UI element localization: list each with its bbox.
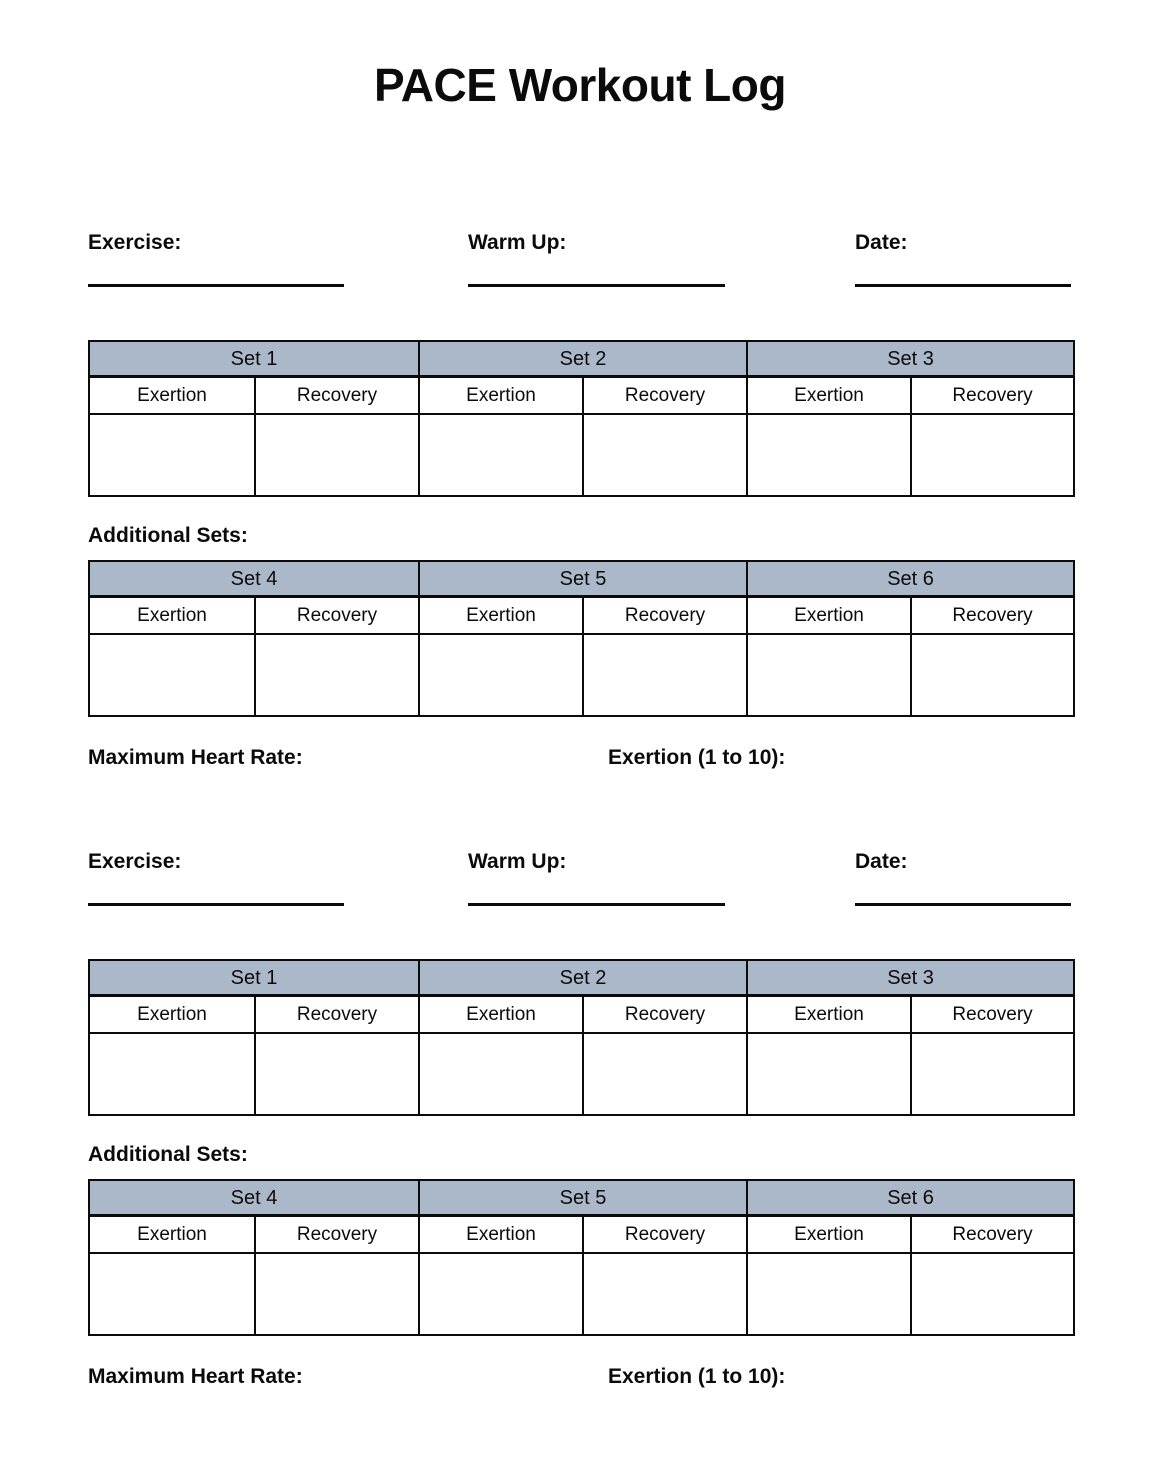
entry-cell[interactable] — [419, 634, 583, 716]
entry-cell[interactable] — [583, 1253, 747, 1335]
entry-cell[interactable] — [583, 1033, 747, 1115]
set-band-cell: Set 1 — [89, 341, 419, 377]
date-field[interactable] — [855, 232, 908, 253]
entry-cell[interactable] — [583, 634, 747, 716]
entry-cell[interactable] — [255, 1253, 419, 1335]
date-label: Date: — [855, 850, 908, 873]
entry-cell[interactable] — [911, 1253, 1074, 1335]
workout-log-block-2 — [0, 851, 1160, 1406]
set-band-cell: Set 4 — [89, 561, 419, 597]
entry-cell[interactable] — [419, 1033, 583, 1115]
field-row — [0, 851, 1160, 933]
set-band-cell: Set 5 — [419, 1180, 747, 1216]
set-band-row — [89, 1180, 1074, 1216]
date-write-line[interactable] — [855, 284, 1071, 287]
column-header-row — [89, 996, 1074, 1034]
column-header: Exertion — [419, 597, 583, 635]
entry-cell[interactable] — [419, 1253, 583, 1335]
entry-cell[interactable] — [255, 414, 419, 496]
page-title: PACE Workout Log — [374, 59, 786, 111]
entry-cell[interactable] — [89, 414, 255, 496]
set-band-cell: Set 1 — [89, 960, 419, 996]
date-label: Date: — [855, 231, 908, 254]
metrics-row — [0, 1366, 1160, 1406]
column-header-row — [89, 597, 1074, 635]
maximum-heart-rate-label: Maximum Heart Rate: — [88, 1365, 303, 1388]
column-header: Exertion — [747, 996, 911, 1034]
entry-cell[interactable] — [911, 1033, 1074, 1115]
entry-cell[interactable] — [911, 414, 1074, 496]
entry-cell[interactable] — [89, 634, 255, 716]
column-header: Exertion — [747, 1216, 911, 1254]
entry-cell[interactable] — [911, 634, 1074, 716]
column-header: Exertion — [89, 1216, 255, 1254]
exertion-scale-label: Exertion (1 to 10): — [608, 1365, 786, 1388]
column-header: Recovery — [583, 377, 747, 415]
column-header-row — [89, 377, 1074, 415]
date-write-line[interactable] — [855, 903, 1071, 906]
entry-cell[interactable] — [583, 414, 747, 496]
entry-cell[interactable] — [255, 1033, 419, 1115]
set-band-cell: Set 6 — [747, 561, 1074, 597]
column-header: Recovery — [255, 996, 419, 1034]
exertion-scale-field[interactable] — [608, 747, 785, 768]
primary-sets-table — [88, 959, 1075, 1116]
entry-cell[interactable] — [255, 634, 419, 716]
additional-sets-caption: Additional Sets: — [88, 1143, 248, 1166]
column-header: Exertion — [419, 996, 583, 1034]
column-header: Recovery — [583, 597, 747, 635]
column-header: Exertion — [419, 377, 583, 415]
warm-up-label: Warm Up: — [468, 850, 567, 873]
exercise-field[interactable] — [88, 232, 181, 253]
exercise-label: Exercise: — [88, 231, 182, 254]
additional-sets-caption: Additional Sets: — [88, 524, 248, 547]
additional-sets-table — [88, 1179, 1075, 1336]
entry-cell[interactable] — [747, 414, 911, 496]
set-band-cell: Set 4 — [89, 1180, 419, 1216]
set-band-cell: Set 5 — [419, 561, 747, 597]
exercise-write-line[interactable] — [88, 284, 344, 287]
warm-up-field[interactable] — [468, 232, 566, 253]
maximum-heart-rate-field[interactable] — [88, 747, 303, 768]
warm-up-write-line[interactable] — [468, 284, 725, 287]
column-header: Recovery — [911, 1216, 1074, 1254]
workout-log-block-1 — [0, 232, 1160, 787]
table-row — [89, 414, 1074, 496]
entry-cell[interactable] — [747, 1033, 911, 1115]
column-header: Exertion — [89, 996, 255, 1034]
date-field[interactable] — [855, 851, 908, 872]
maximum-heart-rate-label: Maximum Heart Rate: — [88, 746, 303, 769]
additional-sets-table — [88, 560, 1075, 717]
warm-up-write-line[interactable] — [468, 903, 725, 906]
set-band-row — [89, 561, 1074, 597]
set-band-cell: Set 6 — [747, 1180, 1074, 1216]
exercise-label: Exercise: — [88, 850, 182, 873]
column-header: Exertion — [747, 597, 911, 635]
column-header: Recovery — [255, 597, 419, 635]
column-header: Recovery — [255, 1216, 419, 1254]
column-header: Recovery — [911, 597, 1074, 635]
set-band-cell: Set 3 — [747, 960, 1074, 996]
metrics-row — [0, 747, 1160, 787]
primary-sets-table — [88, 340, 1075, 497]
entry-cell[interactable] — [419, 414, 583, 496]
exercise-write-line[interactable] — [88, 903, 344, 906]
exercise-field[interactable] — [88, 851, 181, 872]
warm-up-label: Warm Up: — [468, 231, 567, 254]
warm-up-field[interactable] — [468, 851, 566, 872]
set-band-row — [89, 341, 1074, 377]
column-header: Recovery — [911, 377, 1074, 415]
column-header-row — [89, 1216, 1074, 1254]
column-header: Recovery — [583, 996, 747, 1034]
exertion-scale-field[interactable] — [608, 1366, 785, 1387]
column-header: Recovery — [583, 1216, 747, 1254]
maximum-heart-rate-field[interactable] — [88, 1366, 303, 1387]
column-header: Recovery — [255, 377, 419, 415]
table-row — [89, 1033, 1074, 1115]
set-band-cell: Set 2 — [419, 960, 747, 996]
set-band-row — [89, 960, 1074, 996]
column-header: Exertion — [747, 377, 911, 415]
set-band-cell: Set 3 — [747, 341, 1074, 377]
table-row — [89, 634, 1074, 716]
entry-cell[interactable] — [747, 1253, 911, 1335]
column-header: Exertion — [89, 597, 255, 635]
exertion-scale-label: Exertion (1 to 10): — [608, 746, 786, 769]
table-row — [89, 1253, 1074, 1335]
field-row — [0, 232, 1160, 314]
column-header: Exertion — [89, 377, 255, 415]
column-header: Recovery — [911, 996, 1074, 1034]
set-band-cell: Set 2 — [419, 341, 747, 377]
column-header: Exertion — [419, 1216, 583, 1254]
entry-cell[interactable] — [747, 634, 911, 716]
entry-cell[interactable] — [89, 1033, 255, 1115]
entry-cell[interactable] — [89, 1253, 255, 1335]
